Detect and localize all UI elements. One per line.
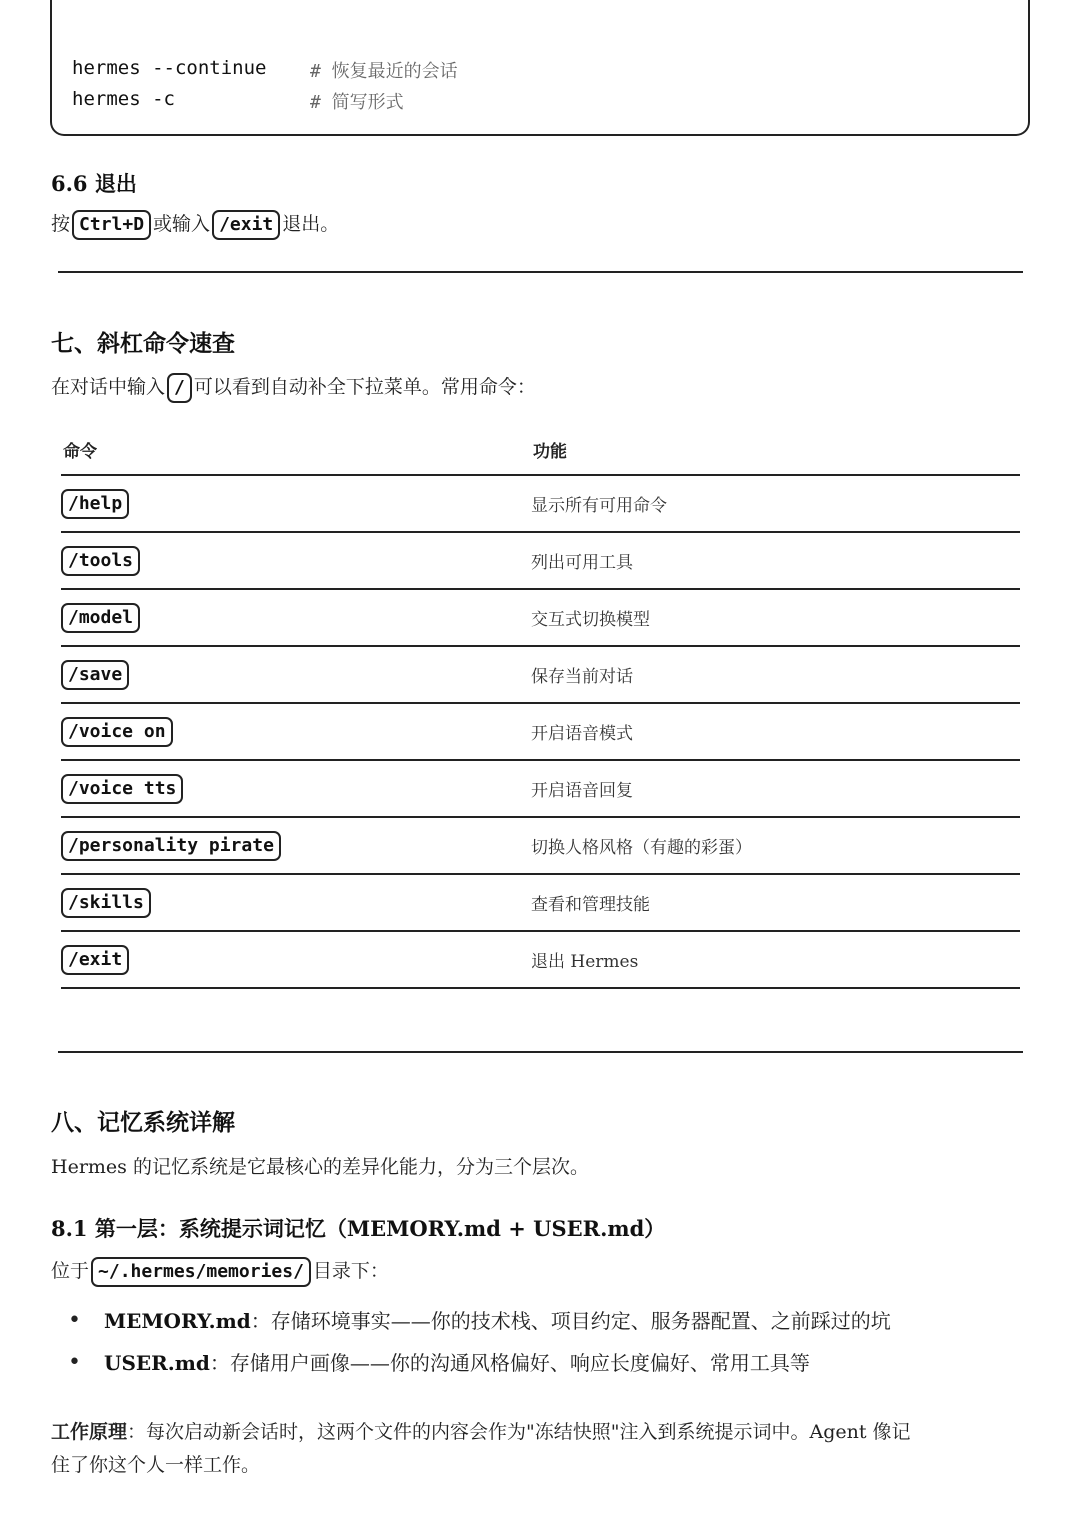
description-cell: 保存当前对话	[531, 646, 1020, 703]
principle-text: ：每次启动新会话时，这两个文件的内容会作为"冻结快照"注入到系统提示词中。Agent 像记	[127, 1421, 911, 1443]
command-code: /personality pirate	[61, 831, 281, 861]
description-cell: 查看和管理技能	[531, 874, 1020, 931]
table-row	[61, 475, 1020, 532]
key-slash: /	[167, 373, 192, 403]
list-item	[50, 1344, 891, 1386]
table-row	[61, 646, 1020, 703]
command-cell	[61, 931, 531, 988]
command-code: /save	[61, 660, 129, 690]
slash-intro	[51, 373, 536, 403]
table-row	[61, 532, 1020, 589]
text: 按	[51, 213, 71, 235]
command-code: /voice tts	[61, 774, 183, 804]
command-cell	[61, 874, 531, 931]
working-principle	[51, 1416, 1036, 1482]
command-code: /voice on	[61, 717, 173, 747]
file-description: ：存储用户画像——你的沟通风格偏好、响应长度偏好、常用工具等	[209, 1351, 810, 1375]
code-command: hermes -c	[72, 88, 175, 110]
command-cell	[61, 589, 531, 646]
command-code: /help	[61, 489, 129, 519]
file-description: ：存储环境事实——你的技术栈、项目约定、服务器配置、之前踩过的坑	[250, 1309, 891, 1333]
key-exit-command: /exit	[212, 210, 280, 240]
description-cell: 切换人格风格（有趣的彩蛋）	[531, 817, 1020, 874]
table-row	[61, 931, 1020, 988]
path-code: ~/.hermes/memories/	[91, 1257, 311, 1287]
code-command: hermes --continue	[72, 57, 267, 79]
key-ctrl-d: Ctrl+D	[72, 210, 151, 240]
command-cell	[61, 703, 531, 760]
table-row	[61, 589, 1020, 646]
text: 或输入	[153, 213, 211, 235]
command-cell	[61, 475, 531, 532]
command-cell	[61, 760, 531, 817]
column-header-function: 功能	[531, 424, 1020, 475]
command-cell	[61, 817, 531, 874]
code-block	[50, 0, 1030, 136]
section-heading-exit: 6.6 退出	[51, 171, 137, 196]
command-code: /skills	[61, 888, 151, 918]
command-code: /exit	[61, 945, 129, 975]
list-item	[50, 1302, 891, 1344]
divider	[58, 271, 1023, 273]
memory-intro: Hermes 的记忆系统是它最核心的差异化能力，分为三个层次。	[51, 1156, 589, 1178]
description-cell: 开启语音模式	[531, 703, 1020, 760]
principle-text: 住了你这个人一样工作。	[51, 1454, 261, 1476]
memory-location	[51, 1257, 389, 1287]
text: 位于	[51, 1260, 90, 1282]
table-row	[61, 817, 1020, 874]
text: 可以看到自动补全下拉菜单。常用命令：	[193, 376, 536, 398]
code-comment: # 恢复最近的会话	[310, 61, 458, 82]
command-code: /tools	[61, 546, 140, 576]
file-name: MEMORY.md	[104, 1309, 251, 1333]
command-cell	[61, 646, 531, 703]
table-row	[61, 874, 1020, 931]
text: 退出。	[282, 213, 340, 235]
description-cell: 显示所有可用命令	[531, 475, 1020, 532]
text: 在对话中输入	[51, 376, 166, 398]
slash-command-table	[61, 424, 1020, 989]
table-header-row	[61, 424, 1020, 475]
divider	[58, 1051, 1023, 1053]
code-comment: # 简写形式	[310, 92, 404, 113]
command-cell	[61, 532, 531, 589]
description-cell: 开启语音回复	[531, 760, 1020, 817]
subsection-heading-layer1: 8.1 第一层：系统提示词记忆（MEMORY.md + USER.md）	[51, 1216, 666, 1241]
column-header-command: 命令	[61, 424, 531, 475]
table-row	[61, 703, 1020, 760]
text: 目录下：	[312, 1260, 389, 1282]
memory-file-list	[50, 1302, 891, 1386]
description-cell: 交互式切换模型	[531, 589, 1020, 646]
principle-label: 工作原理	[51, 1421, 128, 1443]
command-code: /model	[61, 603, 140, 633]
table-row	[61, 760, 1020, 817]
exit-instruction	[51, 210, 339, 240]
description-cell: 列出可用工具	[531, 532, 1020, 589]
file-name: USER.md	[104, 1351, 210, 1375]
section-heading-slash-commands: 七、斜杠命令速查	[51, 330, 235, 357]
section-heading-memory: 八、记忆系统详解	[51, 1109, 235, 1136]
description-cell: 退出 Hermes	[531, 931, 1020, 988]
